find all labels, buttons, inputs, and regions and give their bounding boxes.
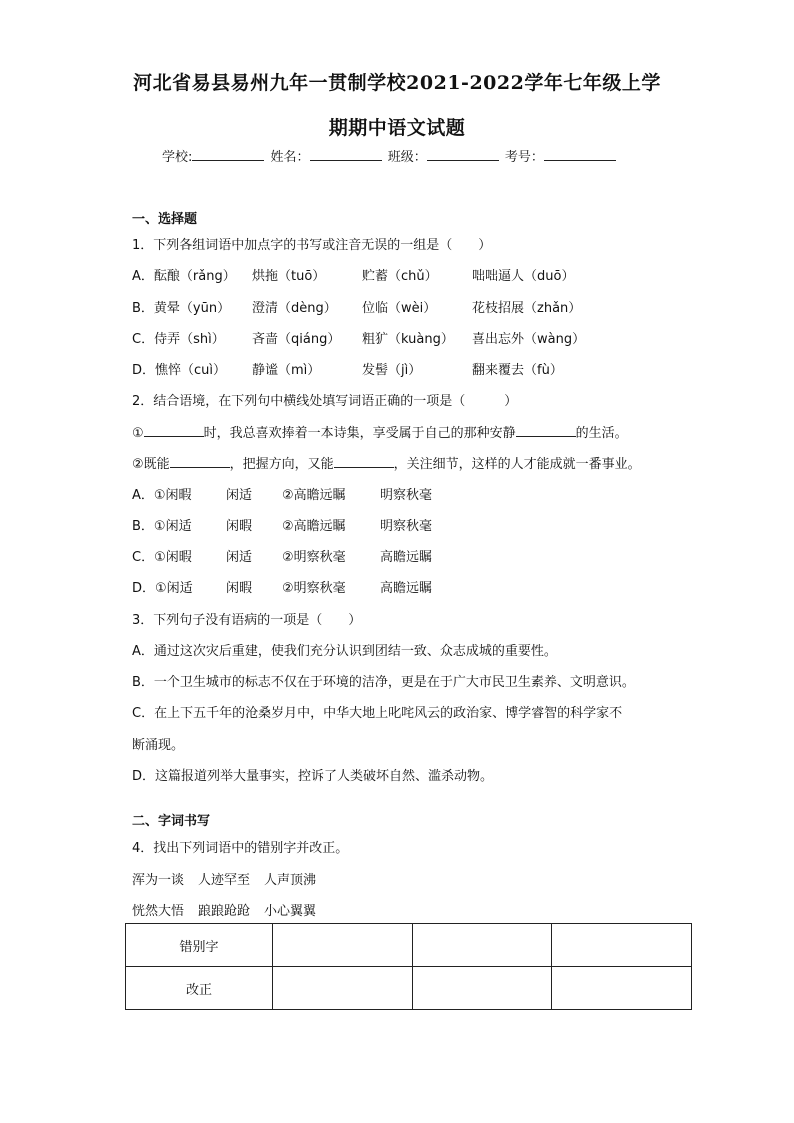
section2-heading: 二、字词书写 — [132, 814, 211, 829]
q2-s1-part-a: ① — [132, 426, 144, 441]
q3-option-a: A．通过这次灾后重建，使我们充分认识到团结一致、众志成城的重要性。 — [132, 644, 557, 659]
q2-option-d — [132, 577, 432, 596]
q2-d-4: 高瞻远瞩 — [380, 581, 433, 596]
answer-cell[interactable] — [273, 967, 413, 1010]
section1-heading: 一、选择题 — [132, 212, 198, 227]
answer-cell[interactable] — [412, 967, 552, 1010]
q1-option-b — [132, 297, 581, 316]
exam-title-line1: 河北省易县易州九年一贯制学校2021-2022学年七年级上学 — [133, 72, 661, 94]
q1-b-4: 花枝招展（zhǎn） — [472, 301, 582, 316]
q2-s2-part-a: ②既能 — [132, 457, 170, 472]
q1-a-3: 贮蓄（chǔ） — [362, 269, 438, 284]
q1-d-1: D．憔悴（cuì） — [132, 363, 227, 378]
q1-b-2: 澄清（dèng） — [252, 301, 337, 316]
class-label: 班级： — [387, 150, 427, 165]
q4-word: 恍然大悟 — [132, 904, 185, 919]
q2-stem: 2．结合语境，在下列句中横线处填写词语正确的一项是（ ） — [132, 394, 518, 409]
number-blank[interactable] — [544, 148, 616, 161]
q2-s2-part-c: ，关注细节，这样的人才能成就一番事业。 — [393, 457, 641, 472]
q2-s1-part-c: 的生活。 — [575, 426, 628, 441]
q2-d-1: D．①闲适 — [132, 581, 193, 596]
q4-stem: 4．找出下列词语中的错别字并改正。 — [132, 841, 349, 856]
q2-s2-blank1[interactable] — [170, 455, 230, 468]
number-label: 考号： — [504, 150, 544, 165]
q4-word: 浑为一谈 — [132, 873, 185, 888]
q3-option-b: B．一个卫生城市的标志不仅在于环境的洁净，更是在于广大市民卫生素养、文明意识。 — [132, 675, 635, 690]
q1-c-1: C．侍弄（shì） — [132, 332, 225, 347]
answer-cell[interactable] — [273, 924, 413, 967]
q1-d-3: 发髻（jì） — [362, 363, 422, 378]
q2-b-1: B．①闲适 — [132, 519, 192, 534]
q2-sentence1 — [132, 422, 628, 441]
q2-b-4: 明察秋毫 — [380, 519, 433, 534]
q2-s1-part-b: 时，我总喜欢捧着一本诗集，享受属于自己的那种安静 — [203, 426, 516, 441]
table-row — [126, 967, 692, 1010]
q2-b-3: ②高瞻远瞩 — [282, 519, 346, 534]
class-blank[interactable] — [427, 148, 499, 161]
q4-words-row2 — [132, 900, 330, 919]
q2-d-2: 闲暇 — [226, 581, 253, 596]
q2-c-2: 闲适 — [226, 550, 253, 565]
q2-a-2: 闲适 — [226, 488, 253, 503]
wrong-char-label: 错别字 — [126, 924, 273, 967]
school-label: 学校: — [162, 150, 193, 165]
q1-option-d — [132, 359, 563, 378]
q1-d-2: 静谧（mì） — [252, 363, 321, 378]
q2-s2-blank2[interactable] — [334, 455, 394, 468]
answer-table — [125, 923, 692, 1010]
q4-word: 踉踉跄跄 — [198, 904, 251, 919]
q4-word: 小心翼翼 — [264, 904, 317, 919]
q1-c-2: 吝啬（qiáng） — [252, 332, 341, 347]
q1-b-1: B．黄晕（yūn） — [132, 301, 231, 316]
q1-option-c — [132, 328, 585, 347]
answer-cell[interactable] — [552, 924, 692, 967]
school-blank[interactable] — [192, 148, 264, 161]
q1-a-2: 烘拖（tuō） — [252, 269, 326, 284]
answer-cell[interactable] — [412, 924, 552, 967]
q2-option-b — [132, 515, 432, 534]
q1-a-1: A．酝酿（rǎng） — [132, 269, 236, 284]
q2-d-3: ②明察秋毫 — [282, 581, 346, 596]
q4-word: 人声顶沸 — [264, 873, 317, 888]
q1-c-3: 粗犷（kuàng） — [362, 332, 454, 347]
table-row — [126, 924, 692, 967]
q1-c-4: 喜出忘外（wàng） — [472, 332, 586, 347]
q1-option-a — [132, 265, 574, 284]
q4-word: 人迹罕至 — [198, 873, 251, 888]
answer-cell[interactable] — [552, 967, 692, 1010]
q2-option-a — [132, 484, 432, 503]
q2-s1-blank2[interactable] — [516, 424, 576, 437]
student-info-row — [162, 146, 618, 165]
q2-a-3: ②高瞻远瞩 — [282, 488, 346, 503]
correction-label: 改正 — [126, 967, 273, 1010]
q2-c-4: 高瞻远瞩 — [380, 550, 433, 565]
q2-option-c — [132, 546, 432, 565]
q4-words-row1 — [132, 869, 330, 888]
exam-title-line2: 期期中语文试题 — [328, 117, 466, 139]
q2-s1-blank1[interactable] — [144, 424, 204, 437]
q2-c-3: ②明察秋毫 — [282, 550, 346, 565]
q2-s2-part-b: ，把握方向，又能 — [229, 457, 334, 472]
q2-b-2: 闲暇 — [226, 519, 253, 534]
q3-option-c-line2: 断涌现。 — [132, 738, 185, 753]
name-label: 姓名： — [270, 150, 310, 165]
q1-stem: 1．下列各组词语中加点字的书写或注音无误的一组是（ ） — [132, 238, 492, 253]
q3-stem: 3．下列句子没有语病的一项是（ ） — [132, 613, 362, 628]
q2-c-1: C．①闲暇 — [132, 550, 192, 565]
q1-d-4: 翻来覆去（fù） — [472, 363, 563, 378]
q2-a-4: 明察秋毫 — [380, 488, 433, 503]
q2-a-1: A．①闲暇 — [132, 488, 192, 503]
q1-b-3: 位临（wèi） — [362, 301, 437, 316]
name-blank[interactable] — [310, 148, 382, 161]
q1-a-4: 咄咄逼人（duō） — [472, 269, 575, 284]
q2-sentence2 — [132, 453, 641, 472]
q3-option-c-line1: C．在上下五千年的沧桑岁月中，中华大地上叱咤风云的政治家、博学睿智的科学家不 — [132, 706, 623, 721]
q3-option-d: D．这篇报道列举大量事实，控诉了人类破坏自然、滥杀动物。 — [132, 769, 494, 784]
